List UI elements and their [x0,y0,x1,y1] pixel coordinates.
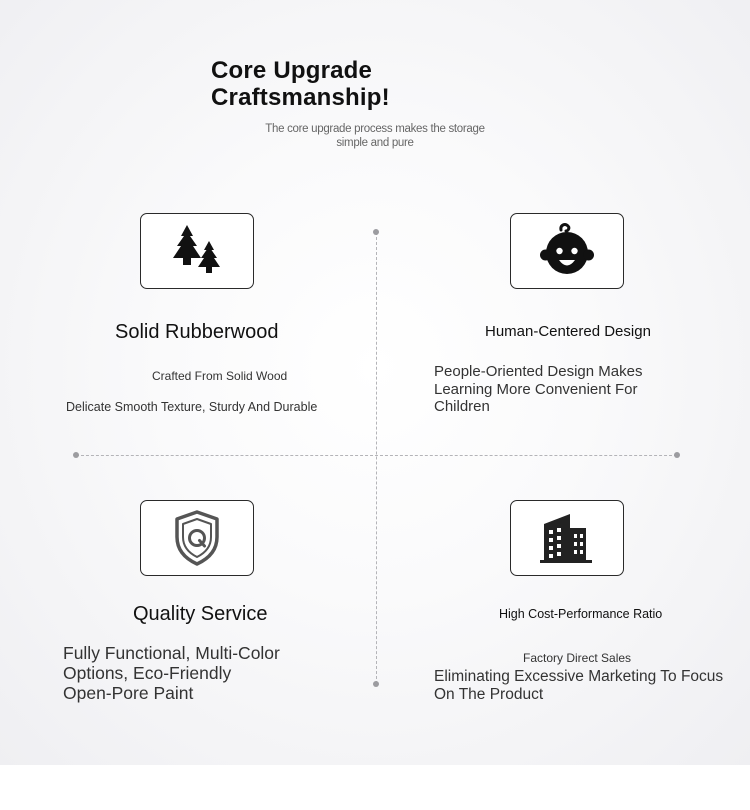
building-icon [538,510,596,566]
feature-icon-box-human [510,213,624,289]
title-line-1: Core Upgrade [211,57,373,84]
feature-icon-box-quality [140,500,254,576]
feature-line-cost-2: Eliminating Excessive Marketing To Focus [434,668,724,685]
feature-line-quality-1: Fully Functional, Multi-Color [63,643,280,663]
divider-dot-top [373,229,379,235]
feature-line-cost-1: Factory Direct Sales [523,651,632,665]
trees-icon [169,223,225,279]
feature-title-quality: Quality Service [133,603,268,625]
feature-title-human: Human-Centered Design [485,323,651,340]
feature-line-rubberwood-2: Delicate Smooth Texture, Sturdy And Durable [66,400,318,414]
feature-line-quality-2: Options, Eco-Friendly [63,663,232,683]
feature-line-quality-3: Open-Pore Paint [63,683,194,703]
title-line-2: Craftsmanship! [211,84,390,111]
feature-icon-box-rubberwood [140,213,254,289]
feature-line-human-3: Children [434,398,490,415]
divider-dot-right [674,452,680,458]
divider-dot-left [73,452,79,458]
feature-desc-cost [434,668,723,704]
feature-title-cost: High Cost-Performance Ratio [499,607,663,621]
child-face-icon [536,222,598,280]
feature-desc-quality [63,643,280,703]
horizontal-divider [76,455,677,456]
feature-line-rubberwood-1: Crafted From Solid Wood [152,369,288,383]
page-subtitle [250,122,500,150]
vertical-divider [376,232,377,684]
quality-shield-icon [171,509,223,567]
feature-title-rubberwood: Solid Rubberwood [115,321,279,343]
page-title [211,57,511,111]
feature-desc-human [434,363,642,416]
feature-line-human-1: People-Oriented Design Makes [434,363,643,380]
divider-dot-bottom [373,681,379,687]
feature-line-human-2: Learning More Convenient For [434,380,638,398]
subtitle-line-1: The core upgrade process makes the storage [265,123,485,135]
feature-icon-box-cost [510,500,624,576]
subtitle-line-2: simple and pure [336,137,414,149]
feature-line-cost-3: On The Product [434,686,544,703]
